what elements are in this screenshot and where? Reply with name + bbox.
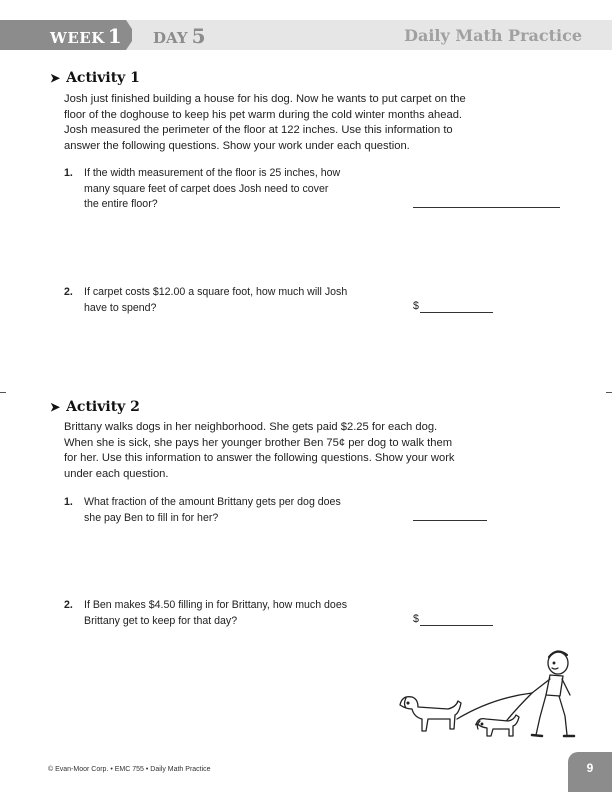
intro-line: Josh just finished building a house for his dog. Now he wants to put carpet on the <box>64 93 466 105</box>
page-number-tab <box>568 752 612 792</box>
day-number: 5 <box>191 24 206 48</box>
boy-walking-two-dogs-icon <box>388 645 588 755</box>
question-text: What fraction of the amount Brittany gets per dog does she pay Ben to fill in for her? <box>84 496 341 524</box>
intro-line: for her. Use this information to answer the following questions. Show your work <box>64 452 455 464</box>
intro-line: floor of the doghouse to keep his pet warm during the cold winter months ahead. <box>64 108 463 121</box>
activity-2-title <box>50 399 140 415</box>
week-number: 1 <box>107 24 123 48</box>
question-number: 2. <box>64 599 73 611</box>
day-label-text: DAY <box>153 29 188 47</box>
margin-mark-right <box>606 392 612 393</box>
answer-line-a1-q2[interactable] <box>420 312 493 313</box>
week-label-text: WEEK <box>50 29 105 47</box>
page-header <box>0 20 612 50</box>
footer-copyright: © Evan-Moor Corp. • EMC 755 • Daily Math Practice <box>48 766 211 773</box>
activity-1-intro <box>64 92 509 154</box>
intro-line: answer the following questions. Show your work under each question. <box>64 139 410 152</box>
answer-line-a2-q1[interactable] <box>413 520 487 521</box>
answer-line-a1-q1[interactable] <box>413 207 560 208</box>
week-label <box>50 24 122 48</box>
question-text: If carpet costs $12.00 a square foot, how much will Josh have to spend? <box>84 286 348 314</box>
activity-2-intro <box>64 420 509 482</box>
answer-line-a2-q2[interactable] <box>420 625 493 626</box>
intro-line: Brittany walks dogs in her neighborhood. She gets paid $2.25 for each dog. <box>64 421 438 433</box>
margin-mark-left <box>0 392 6 393</box>
day-label <box>153 24 206 48</box>
question-number: 1. <box>64 496 73 508</box>
page-number: 9 <box>586 761 594 775</box>
arrow-right-icon: ➤ <box>50 71 61 85</box>
dollar-sign: $ <box>413 300 419 312</box>
intro-line: When she is sick, she pays her younger brother Ben 75¢ per dog to walk them <box>64 436 453 449</box>
dollar-sign: $ <box>413 613 419 625</box>
question-text: If the width measurement of the floor is 25 inches, how many square feet of carpet does Josh need to cover the entire floor? <box>84 167 341 210</box>
arrow-right-icon: ➤ <box>50 400 61 414</box>
question-number: 1. <box>64 167 73 179</box>
question-text: If Ben makes $4.50 filling in for Brittany, how much does Brittany get to keep for that day? <box>84 599 348 627</box>
activity-1-title <box>50 70 140 86</box>
activity-1-title-text: Activity 1 <box>66 70 140 86</box>
activity-2-title-text: Activity 2 <box>66 399 140 415</box>
intro-line: Josh measured the perimeter of the floor at 122 inches. Use this information to <box>64 124 453 136</box>
intro-line: under each question. <box>64 467 169 480</box>
header-title: Daily Math Practice <box>404 26 582 45</box>
question-number: 2. <box>64 286 73 298</box>
